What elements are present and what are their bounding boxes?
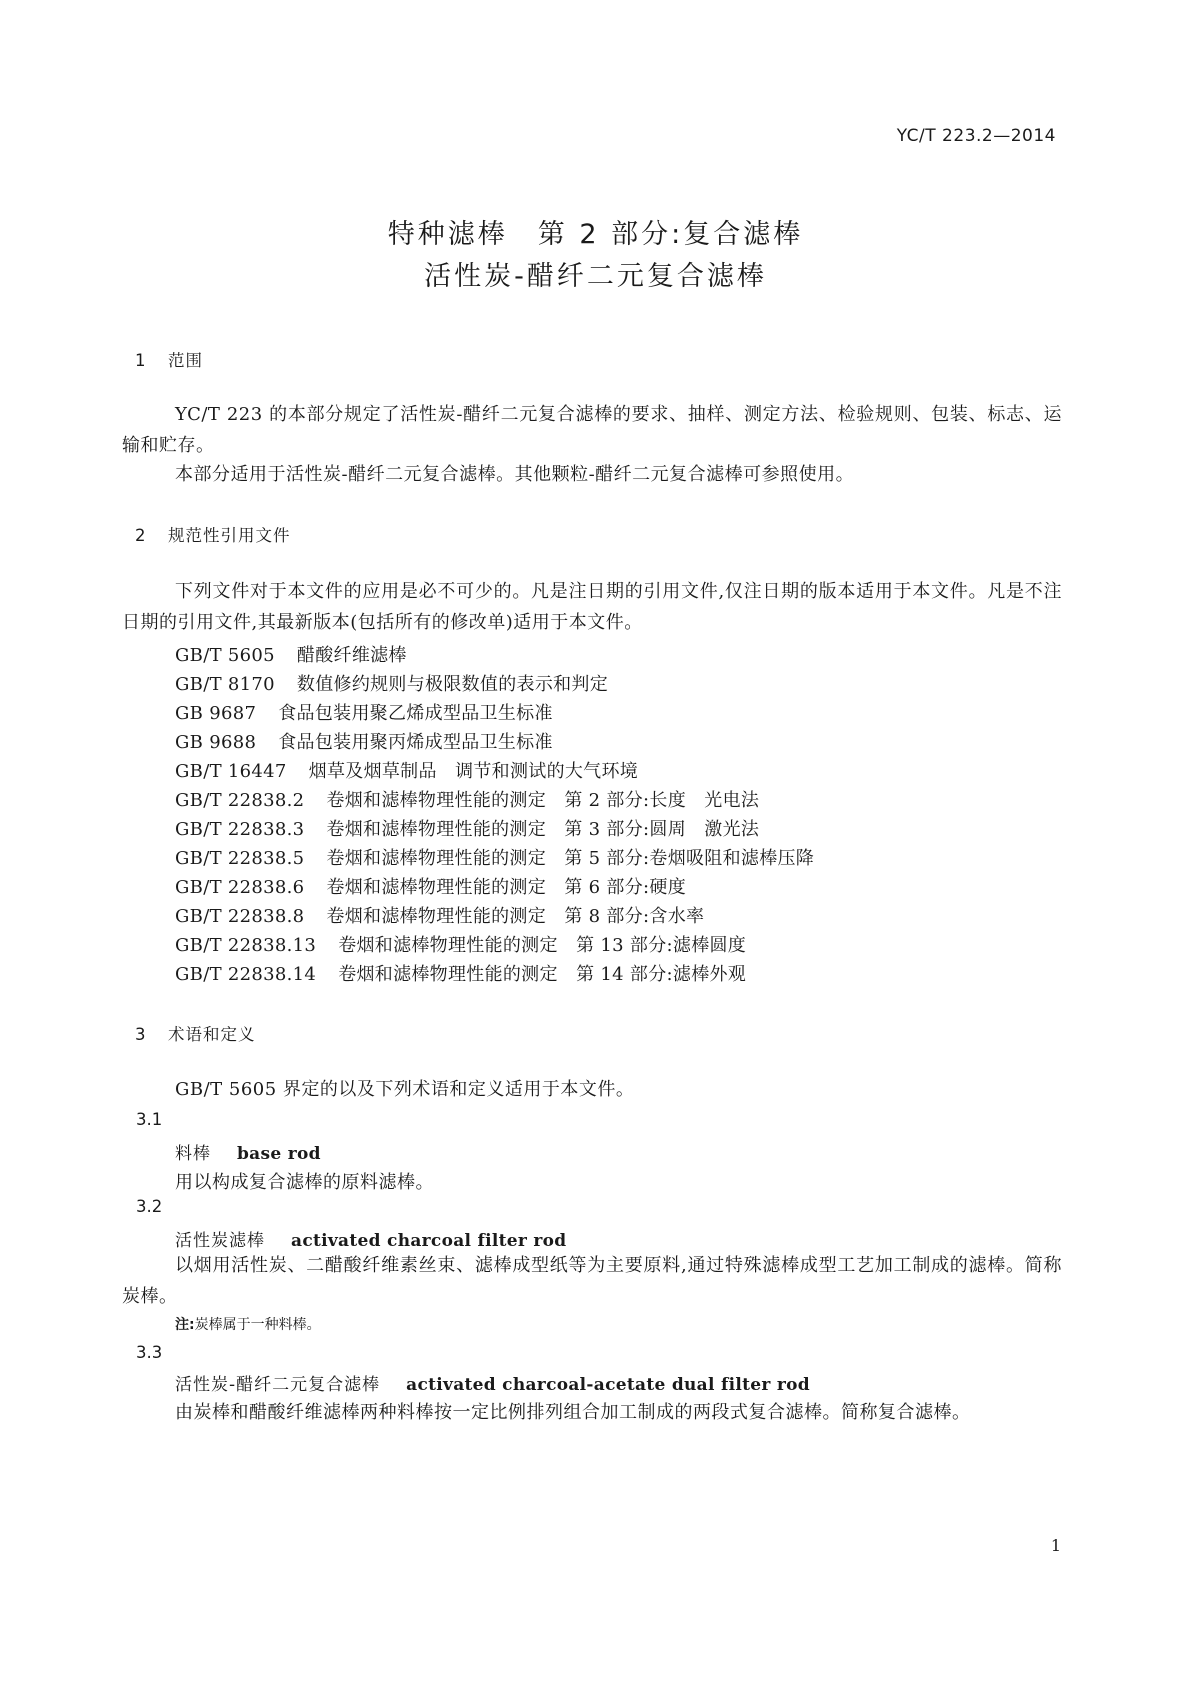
term-zh: 料棒: [175, 1144, 211, 1164]
reference-item: [175, 960, 746, 986]
scope-paragraph-2: 本部分适用于活性炭-醋纤二元复合滤棒。其他颗粒-醋纤二元复合滤棒可参照使用。: [175, 464, 855, 485]
document-title-line2: 活性炭-醋纤二元复合滤棒: [424, 261, 767, 292]
reference-code: GB/T 22838.3: [175, 819, 305, 840]
clause-number: 3.3: [136, 1343, 163, 1362]
reference-title: 卷烟和滤棒物理性能的测定 第 8 部分:含水率: [326, 906, 705, 927]
section-title: 范围: [168, 351, 203, 370]
reference-title: 食品包装用聚丙烯成型品卫生标准: [278, 732, 553, 753]
reference-item: [175, 902, 704, 928]
clause-number: 3.1: [136, 1110, 163, 1129]
reference-title: 卷烟和滤棒物理性能的测定 第 5 部分:卷烟吸阻和滤棒压降: [326, 848, 815, 869]
clause-number: 3.2: [136, 1197, 163, 1216]
reference-item: [175, 699, 553, 725]
section-title: 规范性引用文件: [168, 526, 291, 545]
reference-title: 卷烟和滤棒物理性能的测定 第 6 部分:硬度: [326, 877, 686, 898]
note-label: 注:: [175, 1317, 195, 1333]
reference-code: GB/T 22838.6: [175, 877, 305, 898]
reference-code: GB/T 8170: [175, 674, 275, 695]
reference-code: GB/T 22838.14: [175, 964, 317, 985]
reference-title: 卷烟和滤棒物理性能的测定 第 3 部分:圆周 激光法: [326, 819, 760, 840]
reference-title: 数值修约规则与极限数值的表示和判定: [296, 674, 609, 695]
reference-title: 食品包装用聚乙烯成型品卫生标准: [278, 703, 553, 724]
term-en: activated charcoal filter rod: [291, 1231, 567, 1251]
term-entry: [175, 1226, 566, 1251]
reference-code: GB 9687: [175, 703, 257, 724]
term-zh: 活性炭-醋纤二元复合滤棒: [175, 1375, 381, 1395]
reference-code: GB/T 22838.13: [175, 935, 317, 956]
term-en: base rod: [237, 1144, 321, 1164]
section-1-heading: [135, 347, 203, 371]
term-zh: 活性炭滤棒: [175, 1231, 265, 1251]
terms-intro: GB/T 5605 界定的以及下列术语和定义适用于本文件。: [175, 1079, 635, 1100]
standard-code: YC/T 223.2—2014: [896, 126, 1056, 146]
section-2-heading: [135, 522, 291, 546]
reference-code: GB/T 22838.8: [175, 906, 305, 927]
reference-code: GB/T 5605: [175, 645, 275, 666]
term-entry: [175, 1139, 321, 1164]
term-en: activated charcoal-acetate dual filter rod: [406, 1375, 810, 1395]
reference-title: 醋酸纤维滤棒: [296, 645, 407, 666]
term-definition: 由炭棒和醋酸纤维滤棒两种料棒按一定比例排列组合加工制成的两段式复合滤棒。简称复合滤棒。: [175, 1402, 971, 1423]
term-definition: 以烟用活性炭、二醋酸纤维素丝束、滤棒成型纸等为主要原料,通过特殊滤棒成型工艺加工制成的滤棒。简称炭棒。: [122, 1255, 1062, 1307]
reference-item: [175, 757, 638, 783]
scope-paragraph-1: YC/T 223 的本部分规定了活性炭-醋纤二元复合滤棒的要求、抽样、测定方法、检验规则、包装、标志、运输和贮存。: [122, 404, 1062, 456]
term-note: [175, 1314, 321, 1334]
reference-code: GB/T 22838.5: [175, 848, 305, 869]
document-title-line1: 特种滤棒 第 2 部分:复合滤棒: [387, 219, 804, 250]
reference-title: 卷烟和滤棒物理性能的测定 第 2 部分:长度 光电法: [326, 790, 760, 811]
reference-code: GB/T 22838.2: [175, 790, 305, 811]
reference-item: [175, 844, 814, 870]
section-number: 1: [135, 351, 147, 370]
normative-references-intro: 下列文件对于本文件的应用是必不可少的。凡是注日期的引用文件,仅注日期的版本适用于本文件。凡是不注日期的引用文件,其最新版本(包括所有的修改单)适用于本文件。: [122, 581, 1062, 633]
reference-item: [175, 728, 553, 754]
reference-title: 卷烟和滤棒物理性能的测定 第 13 部分:滤棒圆度: [338, 935, 747, 956]
section-3-heading: [135, 1021, 256, 1045]
term-definition: 用以构成复合滤棒的原料滤棒。: [175, 1172, 434, 1193]
reference-code: GB 9688: [175, 732, 257, 753]
reference-item: [175, 873, 686, 899]
reference-item: [175, 786, 759, 812]
note-text: 炭棒属于一种料棒。: [194, 1317, 321, 1333]
page-number: 1: [1050, 1536, 1061, 1555]
reference-code: GB/T 16447: [175, 761, 287, 782]
section-number: 3: [135, 1025, 147, 1044]
reference-item: [175, 670, 608, 696]
reference-item: [175, 931, 746, 957]
term-entry: [175, 1370, 810, 1395]
reference-title: 烟草及烟草制品 调节和测试的大气环境: [308, 761, 639, 782]
reference-item: [175, 641, 407, 667]
section-number: 2: [135, 526, 147, 545]
section-title: 术语和定义: [168, 1025, 256, 1044]
reference-title: 卷烟和滤棒物理性能的测定 第 14 部分:滤棒外观: [338, 964, 747, 985]
reference-item: [175, 815, 759, 841]
